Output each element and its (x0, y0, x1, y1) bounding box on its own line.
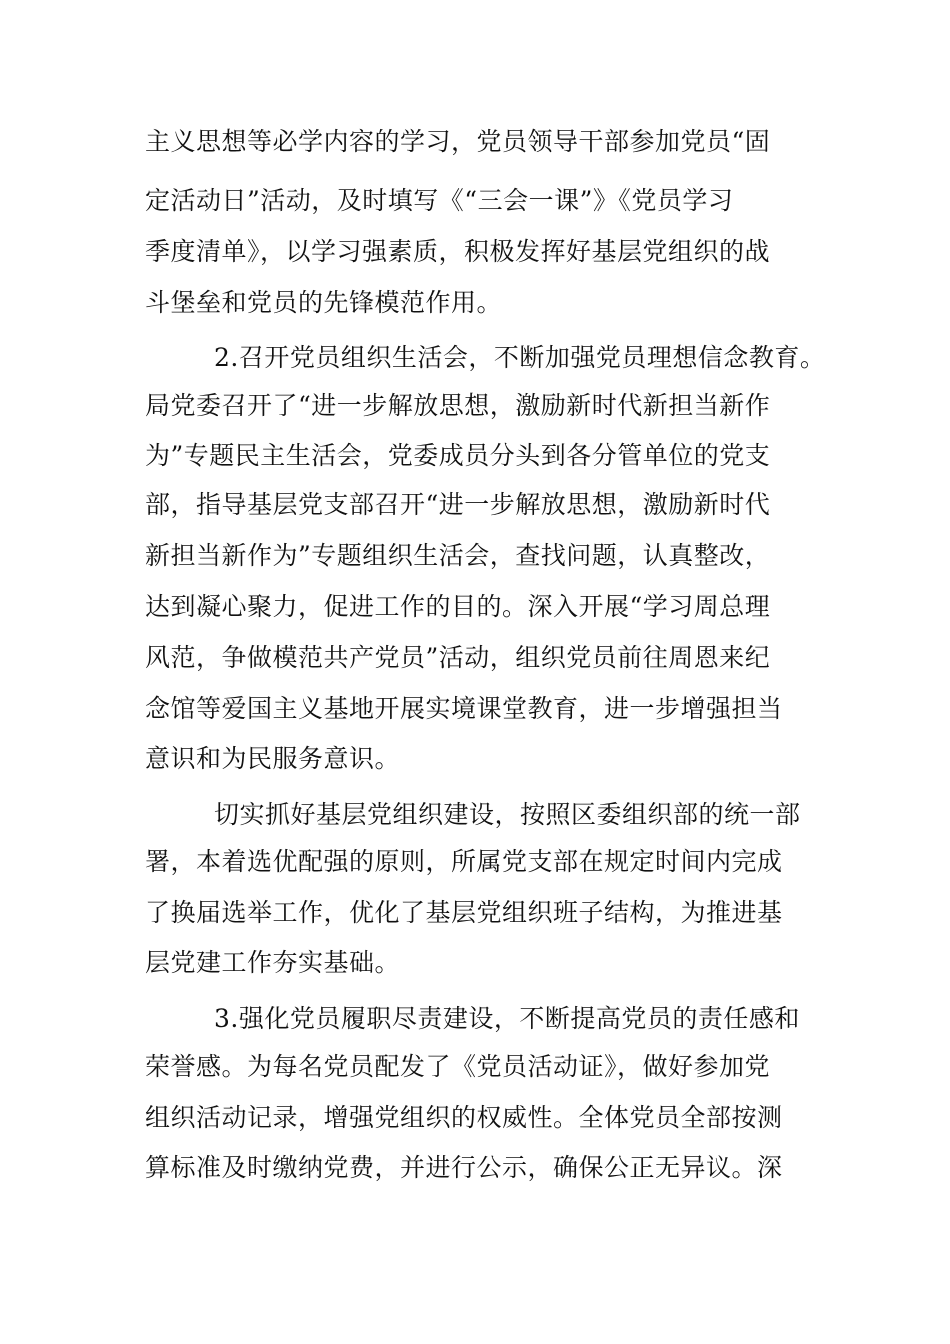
text-line-16: 了换届选举工作，优化了基层党组织班子结构，为推进基 (145, 898, 783, 927)
text-line-8: 部，指导基层党支部召开“进一步解放思想，激励新时代 (145, 490, 771, 519)
text-line-20: 组织活动记录，增强党组织的权威性。全体党员全部按测 (145, 1103, 783, 1132)
text-line-12: 念馆等爱国主义基地开展实境课堂教育，进一步增强担当 (145, 694, 783, 723)
text-line-10: 达到凝心聚力，促进工作的目的。深入开展“学习周总理 (145, 592, 771, 621)
text-line-15: 署，本着选优配强的原则，所属党支部在规定时间内完成 (145, 847, 783, 876)
text-line-13: 意识和为民服务意识。 (145, 744, 401, 773)
text-line-17: 层党建工作夯实基础。 (145, 948, 401, 977)
text-line-21: 算标准及时缴纳党费，并进行公示，确保公正无异议。深 (145, 1153, 783, 1182)
paragraph-4-start: 3.强化党员履职尽责建设，不断提高党员的责任感和 (214, 1004, 800, 1033)
text-line-19: 荣誉感。为每名党员配发了《党员活动证》，做好参加党 (145, 1052, 771, 1081)
paragraph-2-start: 2.召开党员组织生活会，不断加强党员理想信念教育。 (214, 343, 826, 372)
text-line-2: 定活动日”活动，及时填写《“三会一课”》《党员学习 (145, 186, 734, 215)
text-line-3: 季度清单》，以学习强素质，积极发挥好基层党组织的战 (145, 237, 771, 266)
text-line-6: 局党委召开了“进一步解放思想，激励新时代新担当新作 (145, 391, 771, 420)
text-line-1: 主义思想等必学内容的学习，党员领导干部参加党员“固 (145, 127, 771, 156)
paragraph-3-start: 切实抓好基层党组织建设，按照区委组织部的统一部 (214, 800, 801, 829)
text-line-4: 斗堡垒和党员的先锋模范作用。 (145, 288, 503, 317)
text-line-11: 风范，争做模范共产党员”活动，组织党员前往周恩来纪 (145, 643, 771, 672)
text-line-9: 新担当新作为”专题组织生活会，查找问题，认真整改， (145, 541, 771, 570)
text-line-7: 为”专题民主生活会，党委成员分头到各分管单位的党支 (145, 441, 771, 470)
